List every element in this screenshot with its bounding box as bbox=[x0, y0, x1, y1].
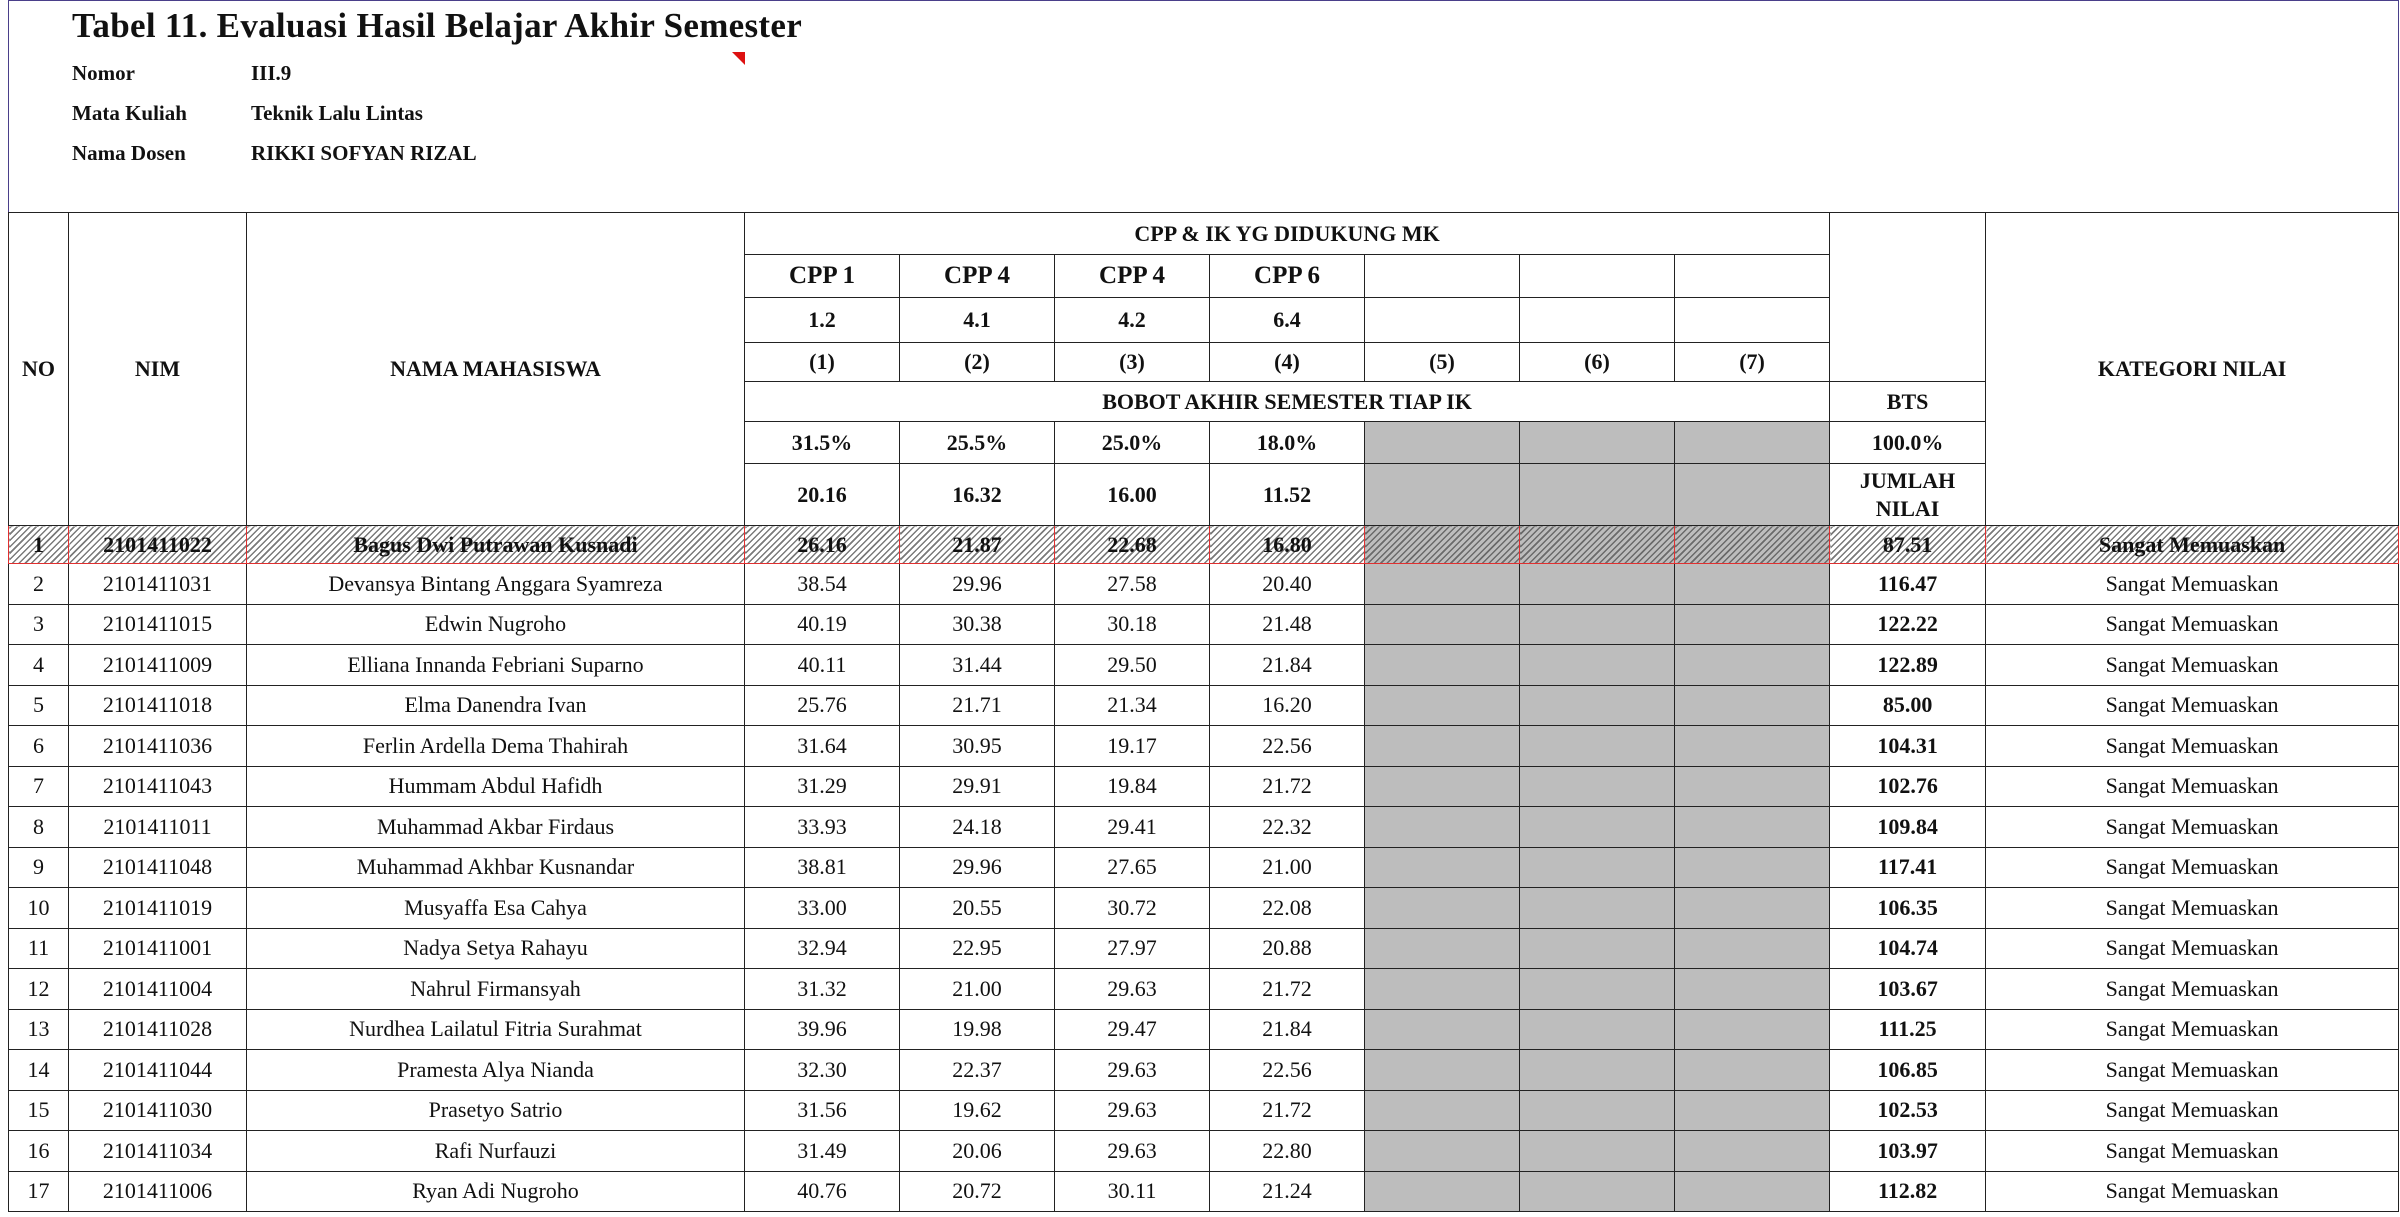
empty-grey-cell[interactable] bbox=[1675, 526, 1830, 564]
cell-score[interactable]: 19.84 bbox=[1055, 766, 1210, 807]
empty-grey-cell[interactable] bbox=[1365, 464, 1520, 526]
cell-score[interactable]: 33.93 bbox=[745, 807, 900, 848]
cell-kategori[interactable]: Sangat Memuaskan bbox=[1986, 969, 2399, 1010]
cell-no[interactable]: 16 bbox=[9, 1131, 69, 1172]
cell-nim[interactable]: 2101411030 bbox=[69, 1090, 247, 1131]
cell-no[interactable]: 7 bbox=[9, 766, 69, 807]
cell-nim[interactable]: 2101411031 bbox=[69, 564, 247, 605]
cell-nama[interactable]: Nahrul Firmansyah bbox=[247, 969, 745, 1010]
cell-nim[interactable]: 2101411034 bbox=[69, 1131, 247, 1172]
table-row[interactable] bbox=[9, 1050, 2399, 1091]
header-weight[interactable]: 18.0% bbox=[1210, 422, 1365, 464]
cell-total[interactable]: 102.76 bbox=[1830, 766, 1986, 807]
cell-score[interactable]: 22.95 bbox=[900, 928, 1055, 969]
cell-kategori[interactable]: Sangat Memuaskan bbox=[1986, 888, 2399, 929]
table-row[interactable] bbox=[9, 766, 2399, 807]
header-jumlah-nilai[interactable] bbox=[1830, 464, 1986, 526]
cell-score[interactable]: 24.18 bbox=[900, 807, 1055, 848]
cell-total[interactable]: 104.74 bbox=[1830, 928, 1986, 969]
cell-score[interactable]: 22.56 bbox=[1210, 726, 1365, 767]
header-bobot[interactable]: BOBOT AKHIR SEMESTER TIAP IK bbox=[745, 382, 1830, 422]
header-jumlah-line1: JUMLAH bbox=[1859, 467, 1956, 493]
empty-grey-cell[interactable] bbox=[1675, 564, 1830, 605]
meta-value: RIKKI SOFYAN RIZAL bbox=[251, 141, 477, 165]
empty-grey-cell[interactable] bbox=[1675, 464, 1830, 526]
cell-score[interactable]: 27.65 bbox=[1055, 847, 1210, 888]
header-cpp[interactable]: CPP 6 bbox=[1210, 255, 1365, 298]
header-empty-cell[interactable] bbox=[1675, 298, 1830, 343]
cell-score[interactable]: 31.29 bbox=[745, 766, 900, 807]
header-max-score[interactable]: 11.52 bbox=[1210, 464, 1365, 526]
cell-kategori[interactable]: Sangat Memuaskan bbox=[1986, 645, 2399, 686]
empty-grey-cell[interactable] bbox=[1675, 422, 1830, 464]
cell-score[interactable]: 29.50 bbox=[1055, 645, 1210, 686]
empty-grey-cell[interactable] bbox=[1365, 1171, 1520, 1212]
cell-total[interactable]: 117.41 bbox=[1830, 847, 1986, 888]
empty-grey-cell[interactable] bbox=[1365, 645, 1520, 686]
cell-total[interactable]: 85.00 bbox=[1830, 685, 1986, 726]
header-col-num[interactable]: (1) bbox=[745, 343, 900, 382]
table-row[interactable] bbox=[9, 847, 2399, 888]
cell-nama[interactable]: Pramesta Alya Nianda bbox=[247, 1050, 745, 1091]
sheet-frame-right bbox=[2398, 0, 2399, 212]
cell-score[interactable]: 20.72 bbox=[900, 1171, 1055, 1212]
cell-score[interactable]: 29.96 bbox=[900, 564, 1055, 605]
cell-total[interactable]: 122.22 bbox=[1830, 604, 1986, 645]
cell-score[interactable]: 29.63 bbox=[1055, 1131, 1210, 1172]
page-title: Tabel 11. Evaluasi Hasil Belajar Akhir Semester bbox=[72, 6, 803, 45]
meta-label: Mata Kuliah bbox=[72, 101, 187, 125]
cell-no[interactable]: 13 bbox=[9, 1009, 69, 1050]
header-empty-cell[interactable] bbox=[1365, 255, 1520, 298]
empty-grey-cell[interactable] bbox=[1365, 766, 1520, 807]
cell-nama[interactable]: Ryan Adi Nugroho bbox=[247, 1171, 745, 1212]
cell-nama[interactable]: Elma Danendra Ivan bbox=[247, 685, 745, 726]
cell-total[interactable]: 111.25 bbox=[1830, 1009, 1986, 1050]
cell-no[interactable]: 4 bbox=[9, 645, 69, 686]
cell-no[interactable]: 15 bbox=[9, 1090, 69, 1131]
table-row[interactable] bbox=[9, 564, 2399, 605]
cell-total[interactable]: 106.35 bbox=[1830, 888, 1986, 929]
cell-score[interactable]: 29.41 bbox=[1055, 807, 1210, 848]
cell-nim[interactable]: 2101411048 bbox=[69, 847, 247, 888]
header-empty-cell[interactable] bbox=[1520, 298, 1675, 343]
empty-grey-cell[interactable] bbox=[1520, 685, 1675, 726]
cell-score[interactable]: 29.96 bbox=[900, 847, 1055, 888]
table-row[interactable] bbox=[9, 685, 2399, 726]
header-nama-mahasiswa[interactable]: NAMA MAHASISWA bbox=[247, 213, 745, 526]
empty-grey-cell[interactable] bbox=[1365, 726, 1520, 767]
table-row-selected[interactable] bbox=[9, 526, 2399, 564]
header-cpp-group[interactable]: CPP & IK YG DIDUKUNG MK bbox=[745, 213, 1830, 255]
table-row[interactable] bbox=[9, 888, 2399, 929]
cell-score[interactable]: 38.54 bbox=[745, 564, 900, 605]
header-cpp[interactable]: CPP 4 bbox=[900, 255, 1055, 298]
table-row[interactable] bbox=[9, 1009, 2399, 1050]
cell-score[interactable]: 30.95 bbox=[900, 726, 1055, 767]
cell-score[interactable]: 19.62 bbox=[900, 1090, 1055, 1131]
cell-no[interactable]: 9 bbox=[9, 847, 69, 888]
header-jumlah-line2: NILAI bbox=[1875, 495, 1940, 521]
header-nim[interactable]: NIM bbox=[69, 213, 247, 526]
header-no[interactable]: NO bbox=[9, 213, 69, 526]
sheet-frame-top bbox=[8, 0, 2398, 1]
cell-kategori[interactable]: Sangat Memuaskan bbox=[1986, 1171, 2399, 1212]
header-ik[interactable]: 1.2 bbox=[745, 298, 900, 343]
header-weight-total[interactable]: 100.0% bbox=[1830, 422, 1986, 464]
cell-no[interactable]: 5 bbox=[9, 685, 69, 726]
empty-grey-cell[interactable] bbox=[1365, 604, 1520, 645]
cell-score[interactable]: 20.06 bbox=[900, 1131, 1055, 1172]
cell-score[interactable]: 19.98 bbox=[900, 1009, 1055, 1050]
empty-grey-cell[interactable] bbox=[1520, 766, 1675, 807]
cell-score[interactable]: 21.84 bbox=[1210, 645, 1365, 686]
cell-score[interactable]: 31.49 bbox=[745, 1131, 900, 1172]
cell-score[interactable]: 22.56 bbox=[1210, 1050, 1365, 1091]
cell-nama[interactable]: Elliana Innanda Febriani Suparno bbox=[247, 645, 745, 686]
empty-grey-cell[interactable] bbox=[1520, 888, 1675, 929]
cell-total[interactable]: 87.51 bbox=[1830, 526, 1986, 564]
table-row[interactable] bbox=[9, 645, 2399, 686]
cell-score[interactable]: 40.19 bbox=[745, 604, 900, 645]
cell-nim[interactable]: 2101411044 bbox=[69, 1050, 247, 1091]
table-header bbox=[9, 213, 2399, 526]
empty-grey-cell[interactable] bbox=[1675, 1131, 1830, 1172]
empty-grey-cell[interactable] bbox=[1520, 604, 1675, 645]
cell-kategori[interactable]: Sangat Memuaskan bbox=[1986, 1009, 2399, 1050]
cell-nama[interactable]: Muhammad Akhbar Kusnandar bbox=[247, 847, 745, 888]
cell-score[interactable]: 31.44 bbox=[900, 645, 1055, 686]
header-col-num[interactable]: (2) bbox=[900, 343, 1055, 382]
empty-grey-cell[interactable] bbox=[1365, 564, 1520, 605]
header-col-num[interactable]: (4) bbox=[1210, 343, 1365, 382]
cell-nim[interactable]: 2101411019 bbox=[69, 888, 247, 929]
empty-grey-cell[interactable] bbox=[1365, 1131, 1520, 1172]
header-max-score[interactable]: 16.00 bbox=[1055, 464, 1210, 526]
empty-grey-cell[interactable] bbox=[1365, 1090, 1520, 1131]
cell-score[interactable]: 30.11 bbox=[1055, 1171, 1210, 1212]
empty-grey-cell[interactable] bbox=[1365, 685, 1520, 726]
cell-kategori[interactable]: Sangat Memuaskan bbox=[1986, 807, 2399, 848]
cell-nim[interactable]: 2101411022 bbox=[69, 526, 247, 564]
cell-nim[interactable]: 2101411004 bbox=[69, 969, 247, 1010]
cell-score[interactable]: 21.34 bbox=[1055, 685, 1210, 726]
empty-grey-cell[interactable] bbox=[1675, 807, 1830, 848]
empty-grey-cell[interactable] bbox=[1675, 1050, 1830, 1091]
empty-grey-cell[interactable] bbox=[1675, 969, 1830, 1010]
empty-grey-cell[interactable] bbox=[1675, 888, 1830, 929]
table-row[interactable] bbox=[9, 969, 2399, 1010]
cell-kategori[interactable]: Sangat Memuaskan bbox=[1986, 564, 2399, 605]
cell-no[interactable]: 1 bbox=[9, 526, 69, 564]
table-row[interactable] bbox=[9, 726, 2399, 767]
cell-score[interactable]: 33.00 bbox=[745, 888, 900, 929]
empty-grey-cell[interactable] bbox=[1520, 726, 1675, 767]
cell-total[interactable]: 103.67 bbox=[1830, 969, 1986, 1010]
cell-nama[interactable]: Devansya Bintang Anggara Syamreza bbox=[247, 564, 745, 605]
cell-nama[interactable]: Prasetyo Satrio bbox=[247, 1090, 745, 1131]
header-kategori-nilai[interactable]: KATEGORI NILAI bbox=[1986, 213, 2399, 526]
cell-kategori[interactable]: Sangat Memuaskan bbox=[1986, 685, 2399, 726]
cell-score[interactable]: 22.68 bbox=[1055, 526, 1210, 564]
cell-total[interactable]: 112.82 bbox=[1830, 1171, 1986, 1212]
cell-kategori[interactable]: Sangat Memuaskan bbox=[1986, 526, 2399, 564]
header-ik[interactable]: 4.2 bbox=[1055, 298, 1210, 343]
cell-no[interactable]: 14 bbox=[9, 1050, 69, 1091]
table-body bbox=[9, 526, 2399, 1212]
cell-no[interactable]: 8 bbox=[9, 807, 69, 848]
grade-table bbox=[8, 212, 2399, 1212]
cell-score[interactable]: 21.00 bbox=[900, 969, 1055, 1010]
cell-total[interactable]: 109.84 bbox=[1830, 807, 1986, 848]
empty-grey-cell[interactable] bbox=[1520, 1131, 1675, 1172]
empty-grey-cell[interactable] bbox=[1365, 422, 1520, 464]
cell-score[interactable]: 22.08 bbox=[1210, 888, 1365, 929]
cell-nama[interactable]: Nadya Setya Rahayu bbox=[247, 928, 745, 969]
cell-score[interactable]: 22.32 bbox=[1210, 807, 1365, 848]
sheet-frame-left bbox=[8, 0, 9, 212]
cell-score[interactable]: 21.72 bbox=[1210, 766, 1365, 807]
empty-grey-cell[interactable] bbox=[1675, 766, 1830, 807]
cell-score[interactable]: 39.96 bbox=[745, 1009, 900, 1050]
cell-score[interactable]: 29.63 bbox=[1055, 969, 1210, 1010]
header-ik[interactable]: 4.1 bbox=[900, 298, 1055, 343]
cell-score[interactable]: 29.91 bbox=[900, 766, 1055, 807]
header-empty-cell[interactable] bbox=[1830, 213, 1986, 382]
cell-score[interactable]: 21.87 bbox=[900, 526, 1055, 564]
cell-score[interactable]: 40.76 bbox=[745, 1171, 900, 1212]
cell-score[interactable]: 38.81 bbox=[745, 847, 900, 888]
header-cpp[interactable]: CPP 4 bbox=[1055, 255, 1210, 298]
empty-grey-cell[interactable] bbox=[1365, 807, 1520, 848]
cell-nama[interactable]: Hummam Abdul Hafidh bbox=[247, 766, 745, 807]
cell-nama[interactable]: Ferlin Ardella Dema Thahirah bbox=[247, 726, 745, 767]
cell-nama[interactable]: Nurdhea Lailatul Fitria Surahmat bbox=[247, 1009, 745, 1050]
cell-kategori[interactable]: Sangat Memuaskan bbox=[1986, 1090, 2399, 1131]
meta-value: III.9 bbox=[251, 61, 292, 85]
empty-grey-cell[interactable] bbox=[1365, 969, 1520, 1010]
cell-score[interactable]: 21.72 bbox=[1210, 1090, 1365, 1131]
cell-total[interactable]: 122.89 bbox=[1830, 645, 1986, 686]
cell-no[interactable]: 10 bbox=[9, 888, 69, 929]
cell-no[interactable]: 3 bbox=[9, 604, 69, 645]
cell-score[interactable]: 16.80 bbox=[1210, 526, 1365, 564]
empty-grey-cell[interactable] bbox=[1520, 464, 1675, 526]
cell-score[interactable]: 22.37 bbox=[900, 1050, 1055, 1091]
header-max-score[interactable]: 16.32 bbox=[900, 464, 1055, 526]
cell-total[interactable]: 106.85 bbox=[1830, 1050, 1986, 1091]
cell-kategori[interactable]: Sangat Memuaskan bbox=[1986, 766, 2399, 807]
table-row[interactable] bbox=[9, 1171, 2399, 1212]
empty-grey-cell[interactable] bbox=[1675, 1171, 1830, 1212]
empty-grey-cell[interactable] bbox=[1520, 526, 1675, 564]
empty-grey-cell[interactable] bbox=[1675, 1090, 1830, 1131]
cell-score[interactable]: 32.30 bbox=[745, 1050, 900, 1091]
cell-nim[interactable]: 2101411006 bbox=[69, 1171, 247, 1212]
empty-grey-cell[interactable] bbox=[1520, 1050, 1675, 1091]
cell-score[interactable]: 22.80 bbox=[1210, 1131, 1365, 1172]
empty-grey-cell[interactable] bbox=[1520, 807, 1675, 848]
header-col-num[interactable]: (7) bbox=[1675, 343, 1830, 382]
header-cpp[interactable]: CPP 1 bbox=[745, 255, 900, 298]
cell-nama[interactable]: Rafi Nurfauzi bbox=[247, 1131, 745, 1172]
cell-score[interactable]: 29.47 bbox=[1055, 1009, 1210, 1050]
cell-nim[interactable]: 2101411018 bbox=[69, 685, 247, 726]
header-empty-cell[interactable] bbox=[1365, 298, 1520, 343]
table-row[interactable] bbox=[9, 807, 2399, 848]
cell-nim[interactable]: 2101411011 bbox=[69, 807, 247, 848]
cell-kategori[interactable]: Sangat Memuaskan bbox=[1986, 928, 2399, 969]
cell-no[interactable]: 2 bbox=[9, 564, 69, 605]
empty-grey-cell[interactable] bbox=[1365, 1050, 1520, 1091]
empty-grey-cell[interactable] bbox=[1365, 847, 1520, 888]
cell-nama[interactable]: Musyaffa Esa Cahya bbox=[247, 888, 745, 929]
cell-nim[interactable]: 2101411009 bbox=[69, 645, 247, 686]
cell-score[interactable]: 25.76 bbox=[745, 685, 900, 726]
header-weight[interactable]: 25.5% bbox=[900, 422, 1055, 464]
empty-grey-cell[interactable] bbox=[1675, 685, 1830, 726]
cell-nama[interactable]: Edwin Nugroho bbox=[247, 604, 745, 645]
header-col-num[interactable]: (5) bbox=[1365, 343, 1520, 382]
cell-score[interactable]: 16.20 bbox=[1210, 685, 1365, 726]
cell-comment-indicator-icon[interactable] bbox=[732, 52, 745, 65]
cell-no[interactable]: 6 bbox=[9, 726, 69, 767]
table-row[interactable] bbox=[9, 928, 2399, 969]
cell-nama[interactable]: Muhammad Akbar Firdaus bbox=[247, 807, 745, 848]
empty-grey-cell[interactable] bbox=[1520, 1171, 1675, 1212]
header-col-num[interactable]: (6) bbox=[1520, 343, 1675, 382]
cell-score[interactable]: 20.88 bbox=[1210, 928, 1365, 969]
cell-score[interactable]: 21.24 bbox=[1210, 1171, 1365, 1212]
header-ik[interactable]: 6.4 bbox=[1210, 298, 1365, 343]
cell-score[interactable]: 30.72 bbox=[1055, 888, 1210, 929]
cell-score[interactable]: 19.17 bbox=[1055, 726, 1210, 767]
table-row[interactable] bbox=[9, 604, 2399, 645]
cell-score[interactable]: 31.64 bbox=[745, 726, 900, 767]
empty-grey-cell[interactable] bbox=[1520, 1090, 1675, 1131]
cell-score[interactable]: 27.97 bbox=[1055, 928, 1210, 969]
cell-kategori[interactable]: Sangat Memuaskan bbox=[1986, 1050, 2399, 1091]
empty-grey-cell[interactable] bbox=[1520, 847, 1675, 888]
cell-score[interactable]: 27.58 bbox=[1055, 564, 1210, 605]
cell-score[interactable]: 21.48 bbox=[1210, 604, 1365, 645]
cell-score[interactable]: 32.94 bbox=[745, 928, 900, 969]
cell-score[interactable]: 20.40 bbox=[1210, 564, 1365, 605]
empty-grey-cell[interactable] bbox=[1675, 645, 1830, 686]
cell-nim[interactable]: 2101411028 bbox=[69, 1009, 247, 1050]
cell-nama[interactable]: Bagus Dwi Putrawan Kusnadi bbox=[247, 526, 745, 564]
cell-nim[interactable]: 2101411001 bbox=[69, 928, 247, 969]
cell-score[interactable]: 21.72 bbox=[1210, 969, 1365, 1010]
cell-score[interactable]: 30.18 bbox=[1055, 604, 1210, 645]
cell-total[interactable]: 103.97 bbox=[1830, 1131, 1986, 1172]
empty-grey-cell[interactable] bbox=[1520, 928, 1675, 969]
cell-total[interactable]: 116.47 bbox=[1830, 564, 1986, 605]
cell-score[interactable]: 21.71 bbox=[900, 685, 1055, 726]
empty-grey-cell[interactable] bbox=[1675, 928, 1830, 969]
cell-score[interactable]: 29.63 bbox=[1055, 1050, 1210, 1091]
cell-kategori[interactable]: Sangat Memuaskan bbox=[1986, 726, 2399, 767]
empty-grey-cell[interactable] bbox=[1365, 1009, 1520, 1050]
cell-kategori[interactable]: Sangat Memuaskan bbox=[1986, 1131, 2399, 1172]
empty-grey-cell[interactable] bbox=[1675, 604, 1830, 645]
meta-label: Nomor bbox=[72, 61, 135, 85]
cell-no[interactable]: 17 bbox=[9, 1171, 69, 1212]
cell-nim[interactable]: 2101411043 bbox=[69, 766, 247, 807]
empty-grey-cell[interactable] bbox=[1520, 645, 1675, 686]
cell-kategori[interactable]: Sangat Memuaskan bbox=[1986, 604, 2399, 645]
cell-total[interactable]: 102.53 bbox=[1830, 1090, 1986, 1131]
table-row[interactable] bbox=[9, 1131, 2399, 1172]
empty-grey-cell[interactable] bbox=[1365, 888, 1520, 929]
cell-kategori[interactable]: Sangat Memuaskan bbox=[1986, 847, 2399, 888]
cell-no[interactable]: 11 bbox=[9, 928, 69, 969]
empty-grey-cell[interactable] bbox=[1675, 726, 1830, 767]
header-col-num[interactable]: (3) bbox=[1055, 343, 1210, 382]
cell-score[interactable]: 40.11 bbox=[745, 645, 900, 686]
empty-grey-cell[interactable] bbox=[1520, 969, 1675, 1010]
cell-score[interactable]: 31.32 bbox=[745, 969, 900, 1010]
cell-score[interactable]: 20.55 bbox=[900, 888, 1055, 929]
cell-nim[interactable]: 2101411036 bbox=[69, 726, 247, 767]
meta-value: Teknik Lalu Lintas bbox=[251, 101, 423, 125]
empty-grey-cell[interactable] bbox=[1675, 847, 1830, 888]
meta-label: Nama Dosen bbox=[72, 141, 186, 165]
empty-grey-cell[interactable] bbox=[1365, 928, 1520, 969]
empty-grey-cell[interactable] bbox=[1675, 1009, 1830, 1050]
cell-score[interactable]: 29.63 bbox=[1055, 1090, 1210, 1131]
header-empty-cell[interactable] bbox=[1520, 255, 1675, 298]
header-empty-cell[interactable] bbox=[1675, 255, 1830, 298]
cell-score[interactable]: 26.16 bbox=[745, 526, 900, 564]
header-weight[interactable]: 25.0% bbox=[1055, 422, 1210, 464]
cell-score[interactable]: 31.56 bbox=[745, 1090, 900, 1131]
header-bts[interactable]: BTS bbox=[1830, 382, 1986, 422]
cell-nim[interactable]: 2101411015 bbox=[69, 604, 247, 645]
header-weight[interactable]: 31.5% bbox=[745, 422, 900, 464]
empty-grey-cell[interactable] bbox=[1365, 526, 1520, 564]
cell-score[interactable]: 21.84 bbox=[1210, 1009, 1365, 1050]
header-max-score[interactable]: 20.16 bbox=[745, 464, 900, 526]
cell-score[interactable]: 30.38 bbox=[900, 604, 1055, 645]
empty-grey-cell[interactable] bbox=[1520, 564, 1675, 605]
empty-grey-cell[interactable] bbox=[1520, 1009, 1675, 1050]
cell-score[interactable]: 21.00 bbox=[1210, 847, 1365, 888]
cell-no[interactable]: 12 bbox=[9, 969, 69, 1010]
empty-grey-cell[interactable] bbox=[1520, 422, 1675, 464]
table-row[interactable] bbox=[9, 1090, 2399, 1131]
cell-total[interactable]: 104.31 bbox=[1830, 726, 1986, 767]
